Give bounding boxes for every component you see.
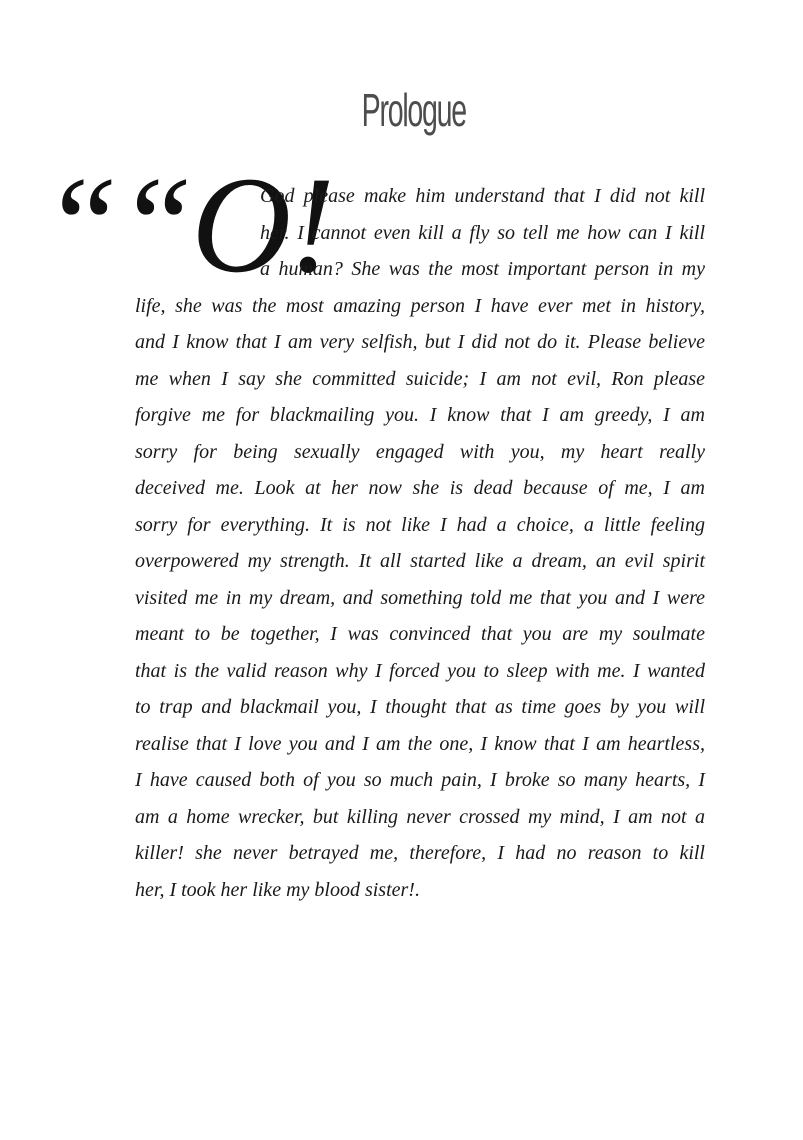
text-line: meant to be together, I was convinced that you are my soulmate <box>135 623 705 645</box>
text-line: that is the valid reason why I forced you to sleep with me. I wanted <box>135 659 705 682</box>
text-line: visited me in my dream, and something told me that you and I were <box>135 586 705 609</box>
text-line: forgive me for blackmailing you. I know that I am greedy, I am <box>135 404 705 426</box>
text-line: her. I cannot even kill a fly so tell me how can I kill <box>260 221 705 244</box>
text-line: to trap and blackmail you, I thought that as time goes by you will <box>135 696 705 718</box>
text-line: I have caused both of you so much pain, I broke so many hearts, I <box>135 769 705 791</box>
prologue-paragraph <box>135 178 705 908</box>
text-line: sorry for everything. It is not like I had a choice, a little feeling <box>135 513 705 536</box>
text-line: life, she was the most amazing person I have ever met in history, <box>135 294 705 317</box>
text-line: God please make him understand that I did not kill <box>260 185 705 207</box>
text-line: overpowered my strength. It all started like a dream, an evil spirit <box>135 550 705 572</box>
text-line: a human? She was the most important person in my <box>260 258 705 280</box>
text-line: killer! she never betrayed me, therefore, I had no reason to kill <box>135 842 705 864</box>
text-line: deceived me. Look at her now she is dead because of me, I am <box>135 477 705 499</box>
text-line: am a home wrecker, but killing never crossed my mind, I am not a <box>135 805 705 828</box>
text-line: me when I say she committed suicide; I am not evil, Ron please <box>135 367 705 390</box>
text-line: her, I took her like my blood sister!. <box>135 878 420 901</box>
text-line: realise that I love you and I am the one, I know that I am heartless, <box>135 732 705 755</box>
text-line: and I know that I am very selfish, but I did not do it. Please believe <box>135 331 705 353</box>
drop-cap: ““O! <box>42 148 334 301</box>
chapter-title: Prologue <box>361 84 466 136</box>
text-line: sorry for being sexually engaged with you, my heart really <box>135 440 705 463</box>
